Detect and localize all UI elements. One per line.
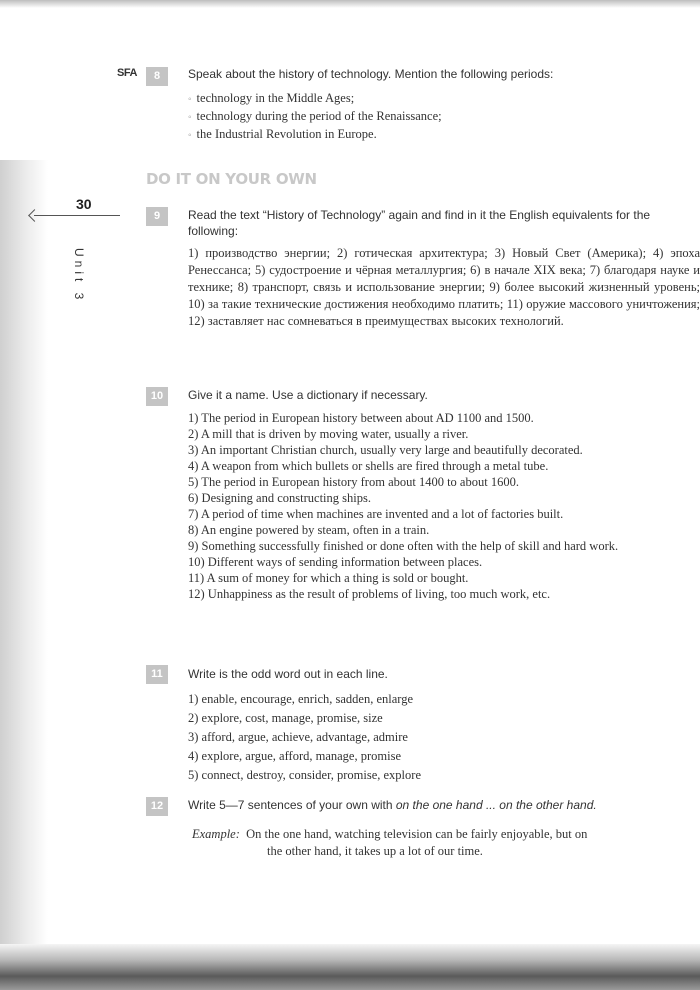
list-item: 7) A period of time when machines are invented and a lot of factories built. (188, 507, 564, 521)
sfa-label: SFA (117, 67, 137, 79)
example-text-2: the other hand, it takes up a lot of our time. (267, 844, 483, 858)
exercise-10-number: 10 (146, 387, 168, 406)
exercise-12-number: 12 (146, 797, 168, 816)
list-item: 6) Designing and constructing ships. (188, 491, 371, 505)
list-item: 5) connect, destroy, consider, promise, explore (188, 768, 421, 782)
scan-top-edge (0, 0, 700, 8)
list-item: 10) Different ways of sending information between places. (188, 555, 483, 569)
list-item: 8) An engine powered by steam, often in a train. (188, 523, 430, 537)
exercise-9-number: 9 (146, 207, 168, 226)
exercise-8-list (188, 90, 700, 144)
list-item: ◦ technology during the period of the Renaissance; (188, 108, 700, 126)
instruction-italic: on the one hand ... on the other hand. (395, 798, 597, 812)
exercise-8-number: 8 (146, 67, 168, 86)
list-item: 5) The period in European history from about 1400 to about 1600. (188, 475, 519, 489)
scan-bottom-edge (0, 944, 700, 990)
list-item: 1) The period in European history between about AD 1100 and 1500. (188, 411, 534, 425)
list-item: 9) Something successfully finished or done often with the help of skill and hard work. (188, 539, 619, 553)
exercise-11-instruction: Write is the odd word out in each line. (188, 667, 388, 681)
list-item: 3) afford, argue, achieve, advantage, admire (188, 730, 408, 744)
exercise-8-instruction: Speak about the history of technology. Mention the following periods: (188, 67, 554, 81)
exercise-12-example (192, 826, 700, 860)
list-item: 11) A sum of money for which a thing is sold or bought. (188, 571, 469, 585)
example-text-1: On the one hand, watching television can be fairly enjoyable, but on (246, 827, 588, 841)
list-item: ◦ the Industrial Revolution in Europe. (188, 126, 700, 144)
list-item: ◦ technology in the Middle Ages; (188, 90, 700, 108)
list-item: 2) A mill that is driven by moving water, usually a river. (188, 427, 469, 441)
unit-label: Unit 3 (72, 248, 86, 304)
list-item: 1) enable, encourage, enrich, sadden, enlarge (188, 692, 414, 706)
margin-rule (34, 215, 120, 216)
exercise-11-list (188, 690, 700, 785)
list-item: 4) A weapon from which bullets or shells are fired through a metal tube. (188, 459, 549, 473)
exercise-12-instruction (188, 797, 700, 813)
example-label: Example: (192, 827, 240, 841)
exercise-10-instruction: Give it a name. Use a dictionary if necessary. (188, 388, 428, 402)
scan-spine-shadow (0, 160, 48, 950)
list-item: 2) explore, cost, manage, promise, size (188, 711, 383, 725)
exercise-11-number: 11 (146, 665, 168, 684)
example-line (192, 826, 700, 843)
exercise-9-text: 1) производство энергии; 2) готическая архитектура; 3) Новый Свет (Америка); 4) эпоха Ренессанса; 5) судостроение и чёрная металлургия; 6) в начале XIX века; 7) благодаря науке и технике; 8) транспорт, связь и использование энергии; 9) более высокий жизненный уровень; 10) за такие технические достижения необходимо платить; 11) оружие массового уничтожения; 12) заставляет нас сомневаться в преимуществах высоких технологий. (188, 246, 700, 328)
page-number: 30 (76, 196, 92, 212)
exercise-10-list (188, 410, 700, 602)
list-item: 3) An important Christian church, usually very large and beautifully decorated. (188, 443, 583, 457)
list-item: 4) explore, argue, afford, manage, promise (188, 749, 402, 763)
section-heading: DO IT ON YOUR OWN (146, 170, 317, 188)
instruction-text: Write 5—7 sentences of your own with (188, 798, 396, 812)
list-item: 12) Unhappiness as the result of problems of living, too much work, etc. (188, 587, 551, 601)
exercise-9-instruction: Read the text “History of Technology” again and find in it the English equivalents for the following: (188, 208, 651, 238)
